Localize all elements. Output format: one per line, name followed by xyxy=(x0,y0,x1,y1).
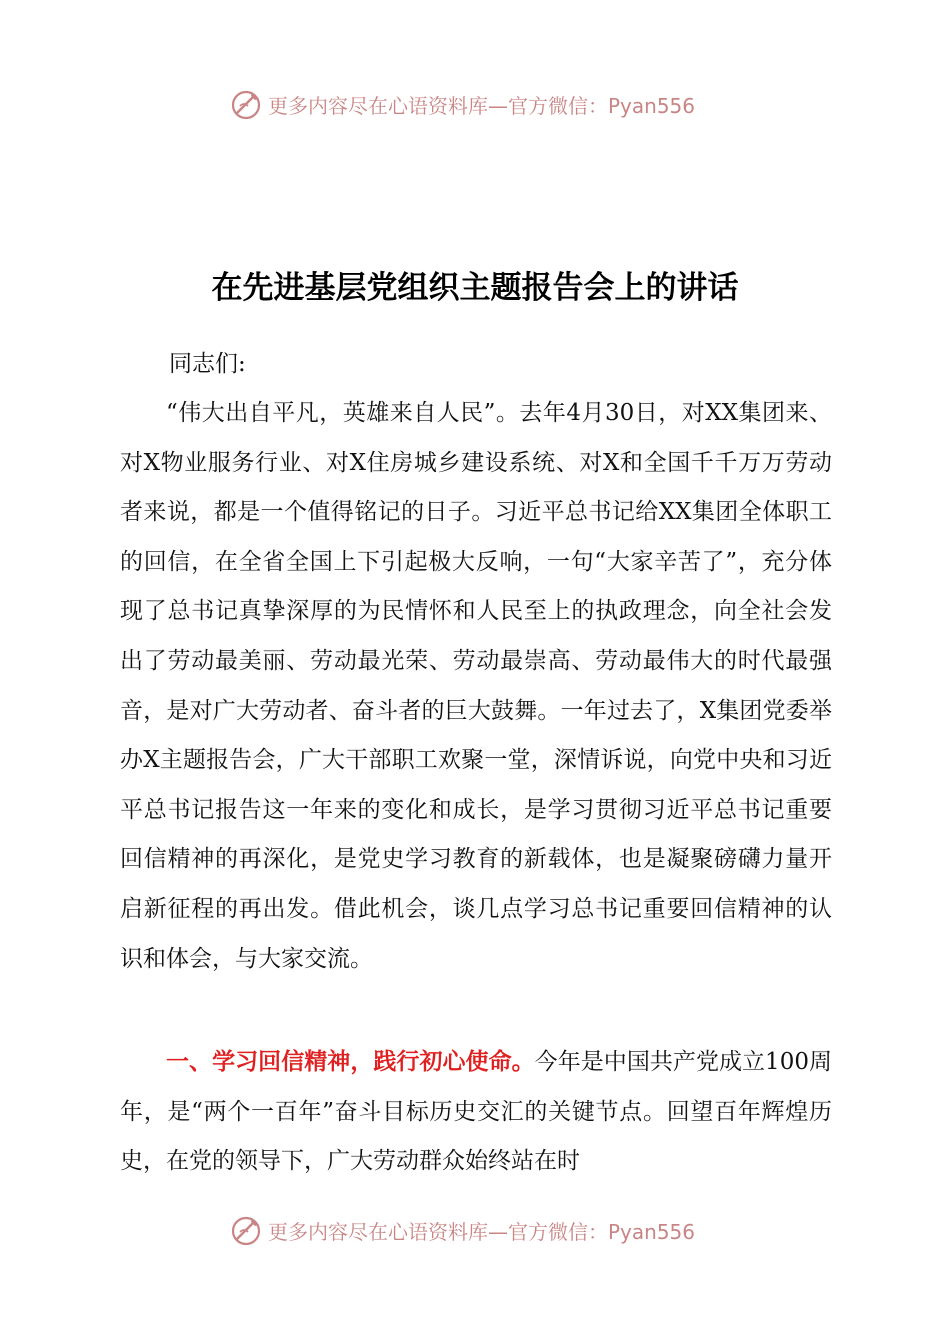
salutation: 同志们: xyxy=(169,351,246,377)
paragraph-section-1 xyxy=(120,1038,832,1187)
watermark-text: 更多内容尽在心语资料库—官方微信：Pyan556 xyxy=(268,93,696,118)
section-text: 今年是中国共产党成立100周年，是“两个一百年”奋斗目标历史交汇的关键节点。回望百年辉煌历史，在党的领导下，广大劳动群众始终站在时 xyxy=(120,1049,833,1175)
watermark-text: 更多内容尽在心语资料库—官方微信：Pyan556 xyxy=(268,1219,696,1244)
paragraph-intro: “伟大出自平凡，英雄来自人民”。去年4月30日，对XX集团来、对X物业服务行业、对X住房城乡建设系统、对X和全国千千万万劳动者来说，都是一个值得铭记的日子。习近平总书记给XX集团全体职工的回信，在全省全国上下引起极大反响，一句“大家辛苦了”，充分体现了总书记真挚深厚的为民情怀和人民至上的执政理念，向全社会发出了劳动最美丽、劳动最光荣、劳动最崇高、劳动最伟大的时代最强音，是对广大劳动者、奋斗者的巨大鼓舞。一年过去了，X集团党委举办X主题报告会，广大干部职工欢聚一堂，深情诉说，向党中央和习近平总书记报告这一年来的变化和成长，是学习贯彻习近平总书记重要回信精神的再深化，是党史学习教育的新载体，也是凝聚磅礴力量开启新征程的再出发。借此机会，谈几点学习总书记重要回信精神的认识和体会，与大家交流。 xyxy=(120,400,832,972)
pen-circle-logo-icon xyxy=(228,86,264,122)
document-title: 在先进基层党组织主题报告会上的讲话 xyxy=(211,270,739,306)
watermark-footer xyxy=(228,1210,748,1250)
pen-circle-logo-icon xyxy=(228,1212,264,1248)
section-heading: 一、学习回信精神，践行初心使命。 xyxy=(166,1049,535,1075)
watermark-header xyxy=(228,84,748,124)
